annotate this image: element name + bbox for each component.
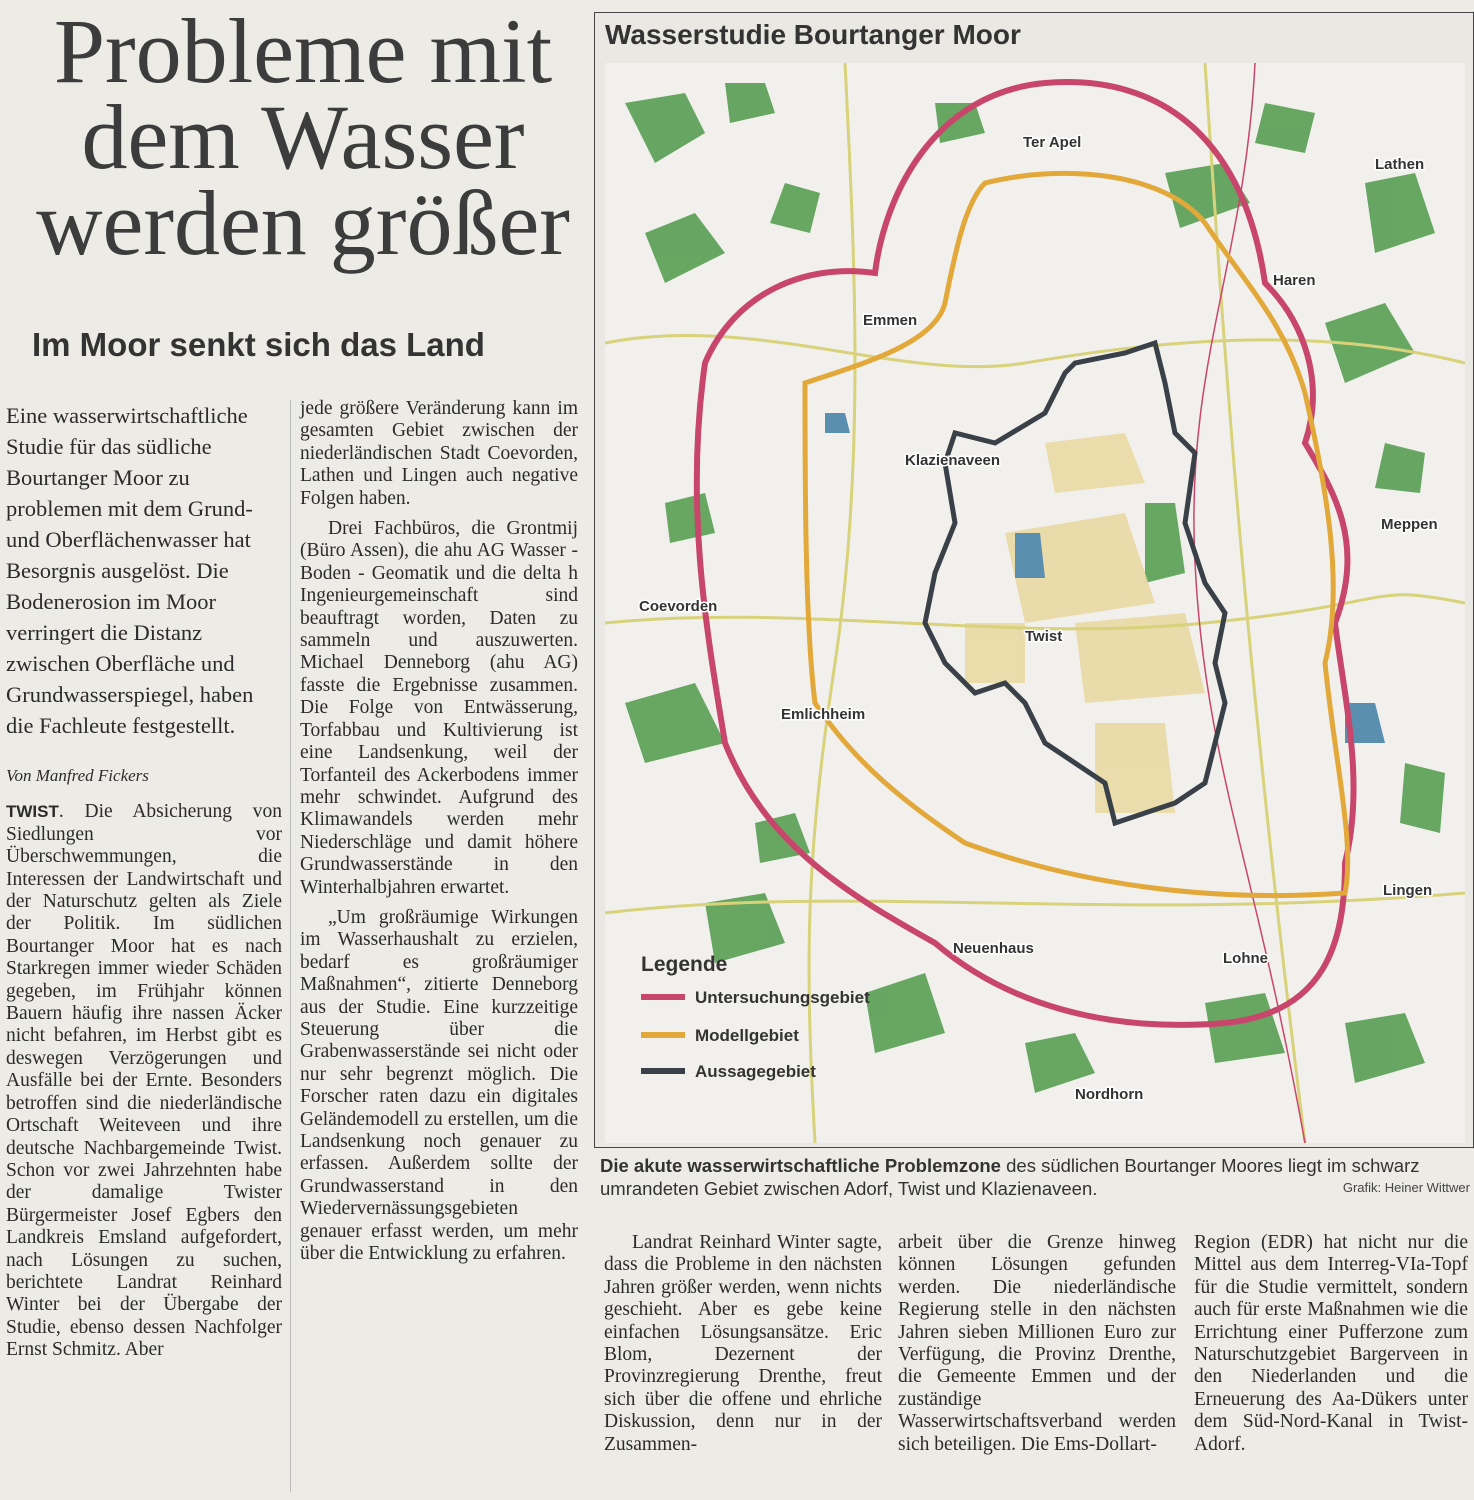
column-divider — [290, 400, 291, 1492]
town-haren: Haren — [1273, 272, 1316, 289]
legend-label-modellgebiet: Modellgebiet — [695, 1026, 799, 1045]
article-col2-p1: jede größere Veränderung kann im gesamten Gebiet zwischen der niederländischen Stadt Coevorden, Lathen und Lingen auch negative Folgen haben. — [300, 398, 578, 509]
town-lingen: Lingen — [1383, 882, 1433, 899]
town-klazienaveen: Klazienaveen — [905, 452, 1001, 469]
map-caption — [600, 1154, 1472, 1200]
article-lead: Eine wasserwirtschaftliche Studie für das südliche Bourtanger Moor zu problemen mit dem Grund- und Oberflächenwasser hat Besorgnis ausgelöst. Die Bodenerosion im Moor verringert die Distanz zwischen Oberfläche und Grundwasserspiegel, haben die Fachleute festgestellt. — [6, 403, 254, 738]
headline-line-3: werden größer — [36, 172, 570, 274]
article-column-4 — [898, 1232, 1176, 1456]
headline-line-1: Probleme mit — [53, 0, 553, 102]
article-col5-text: Region (EDR) hat nicht nur die Mittel aus dem Interreg-VIa-Topf für die Studie vermittelt, sondern auch für erste Maßnahmen wie die Errichtung einer Pufferzone zum Naturschutzgebiet Bargerveen in den Niederlanden und die Erneuerung des Aa-Dükers unter dem Süd-Nord-Kanal in Twist-Adorf. — [1194, 1232, 1468, 1455]
graphic-credit: Grafik: Heiner Wittwer — [1342, 1180, 1470, 1195]
article-column-5 — [1194, 1232, 1468, 1456]
town-lathen: Lathen — [1375, 156, 1425, 173]
map-title: Wasserstudie Bourtanger Moor — [605, 19, 1021, 50]
town-nordhorn: Nordhorn — [1075, 1086, 1144, 1103]
legend-label-aussagegebiet: Aussagegebiet — [695, 1062, 816, 1081]
town-coevorden: Coevorden — [639, 598, 718, 615]
article-column-1 — [6, 400, 282, 1362]
article-body-1 — [6, 801, 282, 1361]
map-graphic — [594, 12, 1474, 1148]
caption-bold: Die akute wasserwirtschaftliche Problemzone — [600, 1155, 1001, 1176]
map-canvas — [605, 63, 1465, 1143]
article-col2-p2: Drei Fachbüros, die Grontmij (Büro Assen), die ahu AG Wasser - Boden - Geomatik und die delta h Ingenieurgemeinschaft sind beauftragt worden, Daten zu sammeln und auszuwerten. Michael Denneborg (ahu AG) fasste die Ergebnisse zusammen. Die Folge von Entwässerung, Torfabbau und Kultivierung ist eine Landsenkung, weil der Torfanteil des Ackerbodens immer mehr schwindet. Aufgrund des Klimawandels werden mehr Niederschläge und damit höhere Grundwasserstände in den Winterhalbjahren erwartet. — [300, 518, 578, 898]
town-meppen: Meppen — [1381, 516, 1438, 533]
headline-line-2: dem Wasser — [81, 86, 525, 188]
town-emmen: Emmen — [863, 312, 918, 329]
article-col4-text: arbeit über die Grenze hinweg können Lösungen gefunden werden. Die niederländische Regierung stelle in den nächsten Jahren sieben Millionen Euro zur Verfügung, die Provinz Drenthe, die Gemeente Emmen und der zuständige Wasserwirtschaftsverband werden sich beteiligen. Die Ems-Dollart- — [898, 1232, 1176, 1455]
town-neuenhaus: Neuenhaus — [953, 940, 1034, 957]
headline — [18, 0, 588, 274]
dateline: TWIST — [6, 802, 59, 822]
town-ter-apel: Ter Apel — [1023, 134, 1082, 151]
legend-title: Legende — [641, 953, 728, 976]
town-emlichheim: Emlichheim — [781, 706, 866, 723]
byline: Von Manfred Fickers — [6, 766, 149, 785]
subheadline: Im Moor senkt sich das Land — [32, 326, 485, 363]
article-column-2 — [300, 398, 578, 1265]
town-lohne: Lohne — [1223, 950, 1268, 967]
legend-label-untersuchungsgebiet: Untersuchungsgebiet — [695, 988, 870, 1007]
town-twist: Twist — [1025, 628, 1063, 645]
article-col2-p3: „Um großräumige Wirkungen im Wasserhaushalt zu erzielen, bedarf es großräumiger Maßnahmen“, zitierte Denneborg aus der Studie. Eine kurzzeitige Steuerung über die Grabenwasserstände sei nicht oder nur sehr begrenzt möglich. Die Forscher raten dazu ein digitales Geländemodell zu erstellen, um die Landsenkung noch genauer zu erfassen. Außerdem sollte der Grundwasserstand in den Wiedervernässungsgebieten genauer erfasst werden, um mehr über die Entwicklung zu erfahren. — [300, 906, 578, 1265]
article-col3-text: Landrat Reinhard Winter sagte, dass die Probleme in den nächsten Jahren größer werden, wenn nichts geschieht. Aber es gebe keine einfachen Lösungsansätze. Eric Blom, Dezernent der Provinzregierung Drenthe, freut sich über die offene und ehrliche Diskussion, denn nur in der Zusammen- — [604, 1232, 882, 1455]
article-body-1-text: . Die Absicherung von Siedlungen vor Überschwemmungen, die Interessen der Landwirtschaft und der Naturschutz gelten als Ziele der Politik. Im südlichen Bourtanger Moor hat es nach Starkregen immer wieder Schäden gegeben, im Frühjahr können Bauern häufig ihre nassen Äcker nicht befahren, im Herbst gibt es deswegen Verzögerungen und Ausfälle bei der Ernte. Besonders betroffen sind die niederländische Ortschaft Weiteveen und ihre deutsche Nachbargemeinde Twist. Schon vor zwei Jahrzehnten habe der damalige Twister Bürgermeister Josef Egbers den Landkreis Emsland aufgefordert, nach Lösungen zu suchen, berichtete Landrat Reinhard Winter bei der Übergabe der Studie, ebenso dessen Nachfolger Ernst Schmitz. Aber — [6, 801, 282, 1361]
article-column-3 — [604, 1232, 882, 1456]
caption-text: des südlichen Bourtanger Moores liegt im schwarz umrandeten Gebiet zwischen Adorf, Twist und Klazienaveen. — [600, 1155, 1420, 1199]
